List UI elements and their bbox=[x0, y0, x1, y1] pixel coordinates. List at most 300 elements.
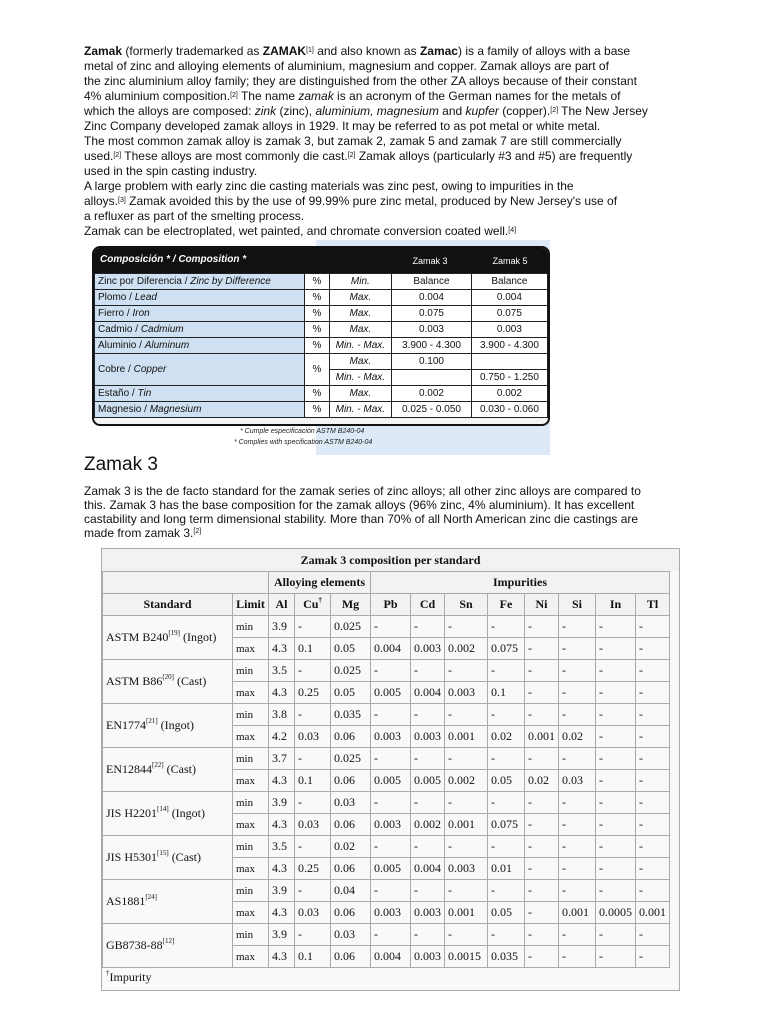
header-element: Fe bbox=[488, 594, 525, 616]
header-element: Al bbox=[269, 594, 295, 616]
table-cell: - bbox=[596, 792, 636, 814]
table-cell: - bbox=[445, 792, 488, 814]
unit: % bbox=[305, 354, 329, 386]
table-cell: 0.1 bbox=[295, 770, 331, 792]
table-cell: - bbox=[525, 836, 559, 858]
table-cell: - bbox=[559, 682, 596, 704]
table-cell: - bbox=[371, 748, 411, 770]
table-cell: 3.7 bbox=[269, 748, 295, 770]
table-cell: 0.1 bbox=[488, 682, 525, 704]
table-cell: - bbox=[525, 858, 559, 880]
table-cell: - bbox=[488, 836, 525, 858]
header-limit: Limit bbox=[233, 594, 269, 616]
table-row bbox=[103, 924, 670, 946]
col-zamak5: Zamak 5 bbox=[492, 256, 528, 266]
header-element: Sn bbox=[445, 594, 488, 616]
table-cell: - bbox=[636, 726, 670, 748]
standards-table bbox=[102, 571, 670, 968]
limit: Max. bbox=[329, 354, 391, 370]
table-cell: min bbox=[233, 748, 269, 770]
table-cell: 3.9 bbox=[269, 792, 295, 814]
table-cell: - bbox=[488, 704, 525, 726]
table-cell: - bbox=[445, 660, 488, 682]
table-cell: min bbox=[233, 792, 269, 814]
table-caption: Zamak 3 composition per standard bbox=[102, 549, 679, 571]
table-cell: 0.25 bbox=[295, 682, 331, 704]
zamak3-paragraph: Zamak 3 is the de facto standard for the zamak series of zinc alloys; all other zinc alloys are compared to this. Zamak 3 has the base composition for the zamak alloys (96% zinc, 4% aluminium). It has excellent castability and long term dimensional stability. More than 70% of all North American zinc die castings are made from zamak 3.[2] bbox=[84, 484, 641, 540]
table-cell: 0.002 bbox=[411, 814, 445, 836]
table-cell: 0.0015 bbox=[445, 946, 488, 968]
table-cell: - bbox=[488, 924, 525, 946]
limit: Max. bbox=[329, 322, 391, 338]
header-empty bbox=[103, 572, 269, 594]
table-cell: max bbox=[233, 946, 269, 968]
table-cell: min bbox=[233, 660, 269, 682]
table-cell: - bbox=[596, 748, 636, 770]
table-cell: - bbox=[295, 880, 331, 902]
table-cell: 0.02 bbox=[488, 726, 525, 748]
table-cell: - bbox=[636, 616, 670, 638]
table-cell: 4.3 bbox=[269, 902, 295, 924]
composition-row bbox=[95, 290, 548, 306]
unit: % bbox=[305, 322, 329, 338]
table-cell: 0.06 bbox=[331, 726, 371, 748]
table-cell: - bbox=[295, 792, 331, 814]
table-cell: min bbox=[233, 836, 269, 858]
table-cell: - bbox=[445, 924, 488, 946]
table-cell: - bbox=[525, 946, 559, 968]
citation[interactable]: [2] bbox=[193, 528, 202, 535]
limit: Min. bbox=[329, 274, 391, 290]
zamak5-value: 3.900 - 4.300 bbox=[471, 338, 547, 354]
table-cell: 0.03 bbox=[295, 726, 331, 748]
table-cell: 3.9 bbox=[269, 880, 295, 902]
table-cell: 0.01 bbox=[488, 858, 525, 880]
table-cell: 0.06 bbox=[331, 814, 371, 836]
table-cell: 4.3 bbox=[269, 946, 295, 968]
table-cell: - bbox=[525, 924, 559, 946]
element-name: Fierro / Iron bbox=[95, 306, 305, 322]
table-cell: 0.002 bbox=[445, 770, 488, 792]
table-cell: - bbox=[559, 792, 596, 814]
table-cell: - bbox=[596, 836, 636, 858]
table-cell: 0.003 bbox=[445, 858, 488, 880]
table-cell: 0.002 bbox=[445, 638, 488, 660]
table-cell: 0.05 bbox=[488, 770, 525, 792]
table-cell: max bbox=[233, 682, 269, 704]
intro-paragraph: Zamak (formerly trademarked as ZAMAK[1] and also known as Zamac) is a family of alloys with a base metal of zinc and alloying elements of aluminium, magnesium and copper. Zamak alloys are part of the zinc aluminium alloy family; they are distinguished from the other ZA alloys because of their constant 4% aluminium composition.[2] The name zamak is an acronym of the German names for the metals of which the alloys are composed: zink (zinc), aluminium, magnesium and kupfer (copper).[2] The New Jersey Zinc Company developed zamak alloys in 1929. It may be referred to as pot metal or white metal. The most common zamak alloy is zamak 3, but zamak 2, zamak 5 and zamak 7 are still commercially used.[2] These alloys are most commonly die cast.[2] Zamak alloys (particularly #3 and #5) are frequently used in the spin casting industry. A large problem with early zinc die casting materials was zinc pest, owing to impurities in the alloys.[3] Zamak avoided this by the use of 99.99% pure zinc metal, produced by New Jersey's use of a refluxer as part of the smelting process. Zamak can be electroplated, wet painted, and chromate conversion coated well.[4] bbox=[84, 44, 648, 238]
element-name: Aluminio / Aluminum bbox=[95, 338, 305, 354]
table-cell: 0.03 bbox=[331, 924, 371, 946]
table-cell: - bbox=[596, 660, 636, 682]
limit: Max. bbox=[329, 386, 391, 402]
citation[interactable]: [4] bbox=[508, 227, 517, 234]
table-cell: 0.004 bbox=[371, 638, 411, 660]
table-cell: 0.003 bbox=[371, 726, 411, 748]
table-row bbox=[103, 748, 670, 770]
standards-table-container bbox=[101, 548, 680, 991]
citation[interactable]: [24] bbox=[145, 893, 158, 901]
table-cell: - bbox=[411, 748, 445, 770]
table-cell: - bbox=[559, 814, 596, 836]
table-cell: max bbox=[233, 770, 269, 792]
table-row bbox=[103, 704, 670, 726]
table-cell: - bbox=[559, 880, 596, 902]
table-cell: - bbox=[488, 880, 525, 902]
citation[interactable]: [19] bbox=[168, 629, 181, 637]
table-footnote: †Impurity bbox=[106, 969, 152, 984]
citation[interactable]: [2] bbox=[550, 107, 559, 114]
composition-title: Composición * / Composition * bbox=[100, 254, 247, 265]
table-cell: 0.0005 bbox=[596, 902, 636, 924]
table-cell: - bbox=[411, 792, 445, 814]
table-cell: - bbox=[488, 616, 525, 638]
table-cell: - bbox=[525, 682, 559, 704]
table-cell: 0.001 bbox=[445, 726, 488, 748]
table-cell: - bbox=[295, 748, 331, 770]
standard-name: EN1774[21] (Ingot) bbox=[103, 704, 233, 748]
note-english: * Complies with specification ASTM B240-04 bbox=[234, 439, 373, 446]
table-cell: - bbox=[636, 858, 670, 880]
table-cell: - bbox=[295, 836, 331, 858]
element-name: Cobre / Copper bbox=[95, 354, 305, 386]
section-heading-zamak3: Zamak 3 bbox=[84, 454, 158, 475]
zamak5-value: Balance bbox=[471, 274, 547, 290]
table-cell: - bbox=[488, 660, 525, 682]
table-cell: - bbox=[488, 748, 525, 770]
table-cell: 0.005 bbox=[411, 770, 445, 792]
table-cell: - bbox=[636, 748, 670, 770]
table-cell: 0.001 bbox=[445, 814, 488, 836]
table-cell: 3.8 bbox=[269, 704, 295, 726]
composition-row bbox=[95, 306, 548, 322]
unit: % bbox=[305, 338, 329, 354]
citation[interactable]: [1] bbox=[306, 47, 314, 54]
table-cell: 0.035 bbox=[331, 704, 371, 726]
zamak5-value: 0.003 bbox=[471, 322, 547, 338]
table-row bbox=[103, 792, 670, 814]
table-cell: 4.3 bbox=[269, 638, 295, 660]
header-element: In bbox=[596, 594, 636, 616]
table-cell: max bbox=[233, 858, 269, 880]
header-element: Mg bbox=[331, 594, 371, 616]
table-cell: - bbox=[371, 836, 411, 858]
element-name: Magnesio / Magnesium bbox=[95, 402, 305, 418]
header-element: Cu† bbox=[295, 594, 331, 616]
table-cell: - bbox=[559, 748, 596, 770]
table-cell: - bbox=[596, 770, 636, 792]
header-element: Pb bbox=[371, 594, 411, 616]
citation[interactable]: [3] bbox=[118, 197, 126, 204]
table-cell: - bbox=[488, 792, 525, 814]
table-cell: - bbox=[636, 660, 670, 682]
header-element: Cd bbox=[411, 594, 445, 616]
table-cell: - bbox=[371, 704, 411, 726]
table-cell: 0.025 bbox=[331, 616, 371, 638]
header-element: Tl bbox=[636, 594, 670, 616]
table-cell: - bbox=[525, 748, 559, 770]
composition-row bbox=[95, 274, 548, 290]
table-cell: 0.075 bbox=[488, 814, 525, 836]
table-cell: - bbox=[445, 836, 488, 858]
table-cell: 0.003 bbox=[445, 682, 488, 704]
table-cell: - bbox=[295, 660, 331, 682]
composition-row bbox=[95, 354, 548, 370]
note-spanish: * Cumple especificación ASTM B240-04 bbox=[240, 428, 365, 435]
table-cell: 3.9 bbox=[269, 924, 295, 946]
header-standard: Standard bbox=[103, 594, 233, 616]
table-cell: - bbox=[445, 704, 488, 726]
table-cell: - bbox=[636, 638, 670, 660]
table-cell: - bbox=[295, 704, 331, 726]
table-cell: 0.005 bbox=[371, 858, 411, 880]
element-name: Zinc por Diferencia / Zinc by Difference bbox=[95, 274, 305, 290]
table-cell: 0.001 bbox=[636, 902, 670, 924]
citation[interactable]: [21] bbox=[146, 717, 158, 725]
table-cell: - bbox=[411, 660, 445, 682]
standard-name: EN12844[22] (Cast) bbox=[103, 748, 233, 792]
table-cell: - bbox=[596, 946, 636, 968]
table-cell: 0.04 bbox=[331, 880, 371, 902]
element-name: Estaño / Tin bbox=[95, 386, 305, 402]
citation[interactable]: [15] bbox=[157, 849, 169, 857]
header-element: Ni bbox=[525, 594, 559, 616]
table-cell: - bbox=[596, 814, 636, 836]
table-cell: 0.06 bbox=[331, 770, 371, 792]
citation[interactable]: [2] bbox=[113, 152, 122, 159]
table-cell: 0.03 bbox=[331, 792, 371, 814]
table-cell: 0.05 bbox=[331, 638, 371, 660]
table-cell: 0.005 bbox=[371, 682, 411, 704]
table-cell: 4.3 bbox=[269, 858, 295, 880]
table-cell: - bbox=[636, 704, 670, 726]
col-zamak3: Zamak 3 bbox=[412, 256, 448, 266]
table-cell: min bbox=[233, 704, 269, 726]
unit: % bbox=[305, 290, 329, 306]
table-cell: - bbox=[411, 836, 445, 858]
unit: % bbox=[305, 306, 329, 322]
table-cell: - bbox=[445, 880, 488, 902]
citation[interactable]: [2] bbox=[230, 92, 238, 99]
zamak5-value: 0.002 bbox=[471, 386, 547, 402]
table-cell: - bbox=[559, 704, 596, 726]
standard-name: ASTM B86[20] (Cast) bbox=[103, 660, 233, 704]
zamak3-value: 0.002 bbox=[392, 386, 472, 402]
table-cell: 3.9 bbox=[269, 616, 295, 638]
table-row bbox=[103, 880, 670, 902]
table-cell: 0.06 bbox=[331, 946, 371, 968]
table-cell: - bbox=[596, 880, 636, 902]
table-cell: 0.1 bbox=[295, 946, 331, 968]
composition-row bbox=[95, 386, 548, 402]
zamak3-value: 3.900 - 4.300 bbox=[392, 338, 472, 354]
table-cell: 0.025 bbox=[331, 748, 371, 770]
table-cell: 0.06 bbox=[331, 902, 371, 924]
unit: % bbox=[305, 274, 329, 290]
standard-name: GB8738-88[12] bbox=[103, 924, 233, 968]
header-alloying: Alloying elements bbox=[269, 572, 371, 594]
table-cell: - bbox=[559, 946, 596, 968]
table-cell: 4.2 bbox=[269, 726, 295, 748]
standard-name: AS1881[24] bbox=[103, 880, 233, 924]
table-cell: min bbox=[233, 880, 269, 902]
table-cell: 0.075 bbox=[488, 638, 525, 660]
citation[interactable]: [12] bbox=[162, 937, 175, 945]
table-cell: - bbox=[559, 616, 596, 638]
table-cell: - bbox=[411, 924, 445, 946]
table-cell: max bbox=[233, 726, 269, 748]
table-cell: 0.004 bbox=[371, 946, 411, 968]
table-cell: - bbox=[636, 814, 670, 836]
table-cell: - bbox=[559, 660, 596, 682]
composition-panel bbox=[92, 246, 550, 426]
table-cell: 0.02 bbox=[331, 836, 371, 858]
table-cell: - bbox=[445, 616, 488, 638]
limit: Min. - Max. bbox=[329, 338, 391, 354]
table-cell: max bbox=[233, 638, 269, 660]
citation[interactable]: [14] bbox=[157, 805, 169, 813]
header-impurities: Impurities bbox=[371, 572, 670, 594]
zamak3-value: Balance bbox=[392, 274, 472, 290]
table-cell: 0.003 bbox=[411, 902, 445, 924]
table-cell: - bbox=[371, 924, 411, 946]
table-cell: - bbox=[636, 792, 670, 814]
table-cell: 0.001 bbox=[525, 726, 559, 748]
zamak5-value: 0.030 - 0.060 bbox=[471, 402, 547, 418]
header-element: Si bbox=[559, 594, 596, 616]
table-cell: - bbox=[559, 638, 596, 660]
table-cell: min bbox=[233, 616, 269, 638]
table-cell: 0.03 bbox=[295, 902, 331, 924]
table-cell: 0.001 bbox=[445, 902, 488, 924]
table-cell: - bbox=[559, 924, 596, 946]
table-cell: - bbox=[525, 616, 559, 638]
table-cell: - bbox=[596, 858, 636, 880]
table-cell: - bbox=[596, 638, 636, 660]
limit: Max. bbox=[329, 306, 391, 322]
table-cell: 0.25 bbox=[295, 858, 331, 880]
composition-table bbox=[94, 273, 548, 418]
table-cell: - bbox=[636, 770, 670, 792]
table-cell: 0.005 bbox=[371, 770, 411, 792]
table-cell: - bbox=[525, 704, 559, 726]
element-name: Plomo / Lead bbox=[95, 290, 305, 306]
table-cell: 0.1 bbox=[295, 638, 331, 660]
citation[interactable]: [22] bbox=[152, 761, 164, 769]
table-cell: - bbox=[371, 792, 411, 814]
standard-name: JIS H5301[15] (Cast) bbox=[103, 836, 233, 880]
table-row bbox=[103, 616, 670, 638]
table-cell: 0.004 bbox=[411, 858, 445, 880]
citation[interactable]: [2] bbox=[347, 152, 356, 159]
table-cell: 0.05 bbox=[488, 902, 525, 924]
limit: Min. - Max. bbox=[329, 402, 391, 418]
table-cell: - bbox=[445, 748, 488, 770]
table-cell: 4.3 bbox=[269, 770, 295, 792]
zamak3-value: 0.075 bbox=[392, 306, 472, 322]
table-cell: 0.02 bbox=[559, 726, 596, 748]
table-cell: 4.3 bbox=[269, 814, 295, 836]
composition-image bbox=[88, 240, 550, 455]
table-cell: 0.003 bbox=[371, 814, 411, 836]
table-cell: - bbox=[559, 836, 596, 858]
table-cell: - bbox=[559, 858, 596, 880]
table-cell: 4.3 bbox=[269, 682, 295, 704]
table-cell: - bbox=[295, 616, 331, 638]
table-cell: - bbox=[525, 638, 559, 660]
limit: Min. - Max. bbox=[329, 370, 391, 386]
table-cell: - bbox=[596, 726, 636, 748]
limit: Max. bbox=[329, 290, 391, 306]
table-cell: - bbox=[525, 660, 559, 682]
table-cell: - bbox=[411, 704, 445, 726]
zamak3-value: 0.003 bbox=[392, 322, 472, 338]
table-cell: - bbox=[636, 880, 670, 902]
table-row bbox=[103, 836, 670, 858]
table-cell: - bbox=[596, 616, 636, 638]
table-cell: 0.03 bbox=[559, 770, 596, 792]
table-cell: - bbox=[411, 880, 445, 902]
table-cell: - bbox=[525, 880, 559, 902]
table-cell: - bbox=[636, 946, 670, 968]
table-cell: 3.5 bbox=[269, 836, 295, 858]
zamak3-value: 0.004 bbox=[392, 290, 472, 306]
zamak5-value: 0.075 bbox=[471, 306, 547, 322]
unit: % bbox=[305, 386, 329, 402]
standard-name: ASTM B240[19] (Ingot) bbox=[103, 616, 233, 660]
element-name: Cadmio / Cadmium bbox=[95, 322, 305, 338]
table-cell: 0.025 bbox=[331, 660, 371, 682]
table-cell: 0.03 bbox=[295, 814, 331, 836]
table-cell: - bbox=[596, 924, 636, 946]
table-cell: 0.003 bbox=[411, 946, 445, 968]
table-cell: max bbox=[233, 814, 269, 836]
table-cell: max bbox=[233, 902, 269, 924]
table-cell: 0.004 bbox=[411, 682, 445, 704]
table-cell: - bbox=[411, 616, 445, 638]
table-cell: - bbox=[636, 836, 670, 858]
table-cell: 0.001 bbox=[559, 902, 596, 924]
table-cell: 0.05 bbox=[331, 682, 371, 704]
table-cell: - bbox=[371, 616, 411, 638]
table-row bbox=[103, 660, 670, 682]
table-cell: - bbox=[596, 682, 636, 704]
composition-header bbox=[94, 248, 548, 273]
table-cell: - bbox=[371, 660, 411, 682]
zamak3-value bbox=[392, 370, 472, 386]
table-cell: 0.003 bbox=[371, 902, 411, 924]
table-cell: min bbox=[233, 924, 269, 946]
composition-row bbox=[95, 402, 548, 418]
composition-row bbox=[95, 322, 548, 338]
composition-row bbox=[95, 338, 548, 354]
zamak3-value: 0.100 bbox=[392, 354, 472, 370]
table-cell: - bbox=[525, 792, 559, 814]
zamak5-value bbox=[471, 354, 547, 370]
table-cell: - bbox=[636, 682, 670, 704]
table-cell: 3.5 bbox=[269, 660, 295, 682]
table-cell: 0.02 bbox=[525, 770, 559, 792]
table-cell: 0.035 bbox=[488, 946, 525, 968]
standard-name: JIS H2201[14] (Ingot) bbox=[103, 792, 233, 836]
table-cell: - bbox=[525, 814, 559, 836]
table-cell: - bbox=[371, 880, 411, 902]
citation[interactable]: [20] bbox=[162, 673, 175, 681]
zamak5-value: 0.004 bbox=[471, 290, 547, 306]
table-cell: - bbox=[596, 704, 636, 726]
table-cell: 0.003 bbox=[411, 638, 445, 660]
table-cell: 0.003 bbox=[411, 726, 445, 748]
